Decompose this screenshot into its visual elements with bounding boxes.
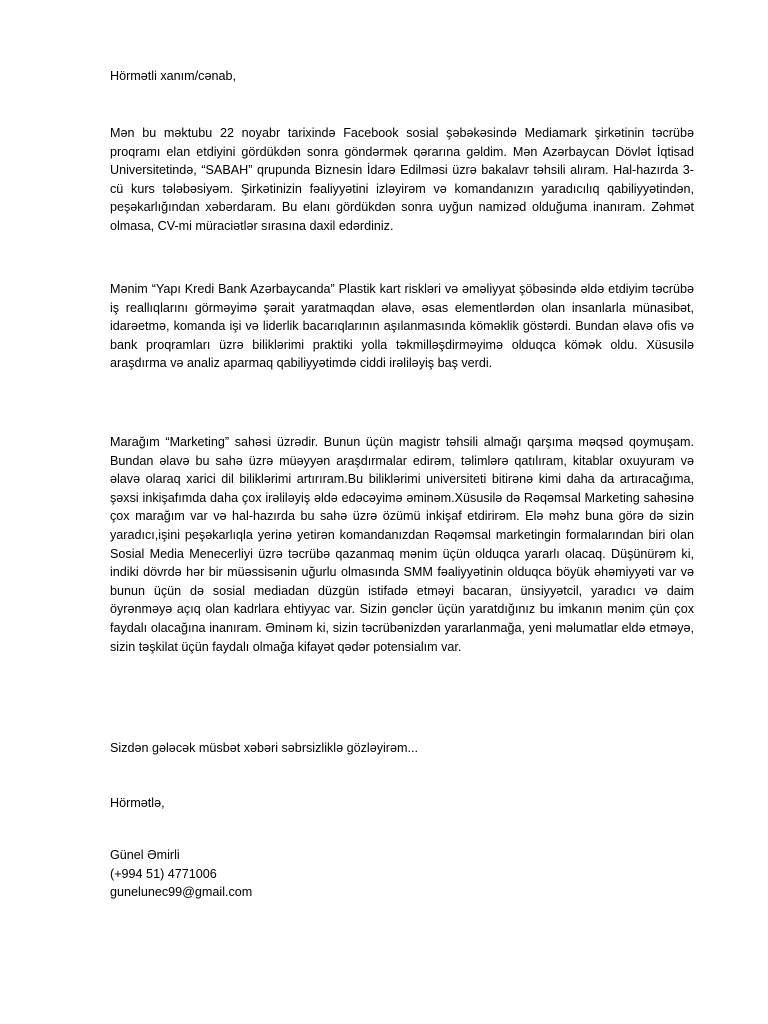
letter-closing-line: Sizdən gələcək müsbət xəbəri səbrsizliklə gözləyirəm... [110,741,418,755]
letter-paragraph-interest: Marağım “Marketing” sahəsi üzrədir. Bunun üçün magistr təhsili almağı qarşıma məqsəd qoymuşam. Bundan əlavə bu sahə üzrə müəyyən araşdırmalar edirəm, təlimlərə qatılıram, kitablar oxuyuram və əlavə olaraq xarici dil biliklərimi artırıram.Bu biliklərimi universiteti bitirənə kimi daha da artıracağıma, şəxsi inkişafımda daha çox irəliləyiş əldə edəcəyimə əminəm.Xüsusilə də Rəqəmsal Marketing sahəsinə çox marağım var və hal-hazırda bu sahə üzrə özümü inkişaf etdirirəm. Elə məhz buna görə də sizin yaradıcı,işini peşəkarlıqla yerinə yetirən komandanızdan Rəqəmsal marketingin formalarından biri olan Sosial Media Menecerliyi üzrə təcrübə qazanmaq mənim üçün olduqca yararlı olacaq. Düşünürəm ki, indiki dövrdə hər bir müəssisənin uğurlu olmasında SMM fəaliyyətinin olduqca böyük əhəmiyyəti var və bunun üçün də sosial mediadan düzgün istifadə etməyi bacaran, ünsiyyətcil, yaradıcı və daim öyrənməyə açıq olan kadrlara ehtiyyac var. Sizin gənclər üçün yaratdığınız bu imkanın mənim çün çox faydalı olacağına inanıram. Əminəm ki, sizin təcrübənizdən yararlanmağa, yeni məlumatlar eldə etməyə, sizin təşkilat üçün faydalı olmağa kifayət qədər potensialım var. [110,435,694,654]
letter-paragraph-experience: Mənim “Yapı Kredi Bank Azərbaycanda” Plastik kart riskləri və əməliyyat şöbəsində əldə etdiyim təcrübə iş reallıqlarını görməyimə şərait yaratmaqdan əlavə, əsas elementlərdən olan insanlarla münasibət, idarəetmə, komanda işi və liderlik bacarıqlarının aşılanmasında köməklik göstərdi. Bundan əlavə ofis və bank proqramları üzrə biliklərimi praktiki yolla təkmilləşdirməyimə olduqca kömək oldu. Xüsusilə araşdırma və analiz aparmaq qabiliyyətimdə ciddi irəliləyiş baş verdi. [110,282,694,371]
signature-email: gunelunec99@gmail.com [110,885,253,900]
signature-phone: (+994 51) 4771006 [110,866,217,881]
letter-paragraph-intro: Mən bu məktubu 22 noyabr tarixində Facebook sosial şəbəkəsində Mediamark şirkətinin təcrübə proqramı elan etdiyini gördükdən sonra göndərmək qərarına gəldim. Mən Azərbaycan Dövlət İqtisad Universitetində, “SABAH” qrupunda Biznesin İdarə Edilməsi üzrə bakalavr təhsili alıram. Hal-hazırda 3-cü kurs tələbəsiyəm. Şirkətinizin fəaliyyətini izləyirəm və komandanızın yaradıcılıq qabiliyyətindən, peşəkarlığından xəbərdaram. Bu elanı gördükdən sonra uyğun namizəd olduğuma inanıram. Zəhmət olmasa, CV-mi müraciətlər sırasına daxil edərdiniz. [110,126,694,233]
signature-name: Günel Əmirli [110,848,180,862]
signature-block [110,846,252,902]
letter-salutation: Hörmətli xanım/cənab, [110,69,236,83]
letter-regards: Hörmətlə, [110,796,165,810]
